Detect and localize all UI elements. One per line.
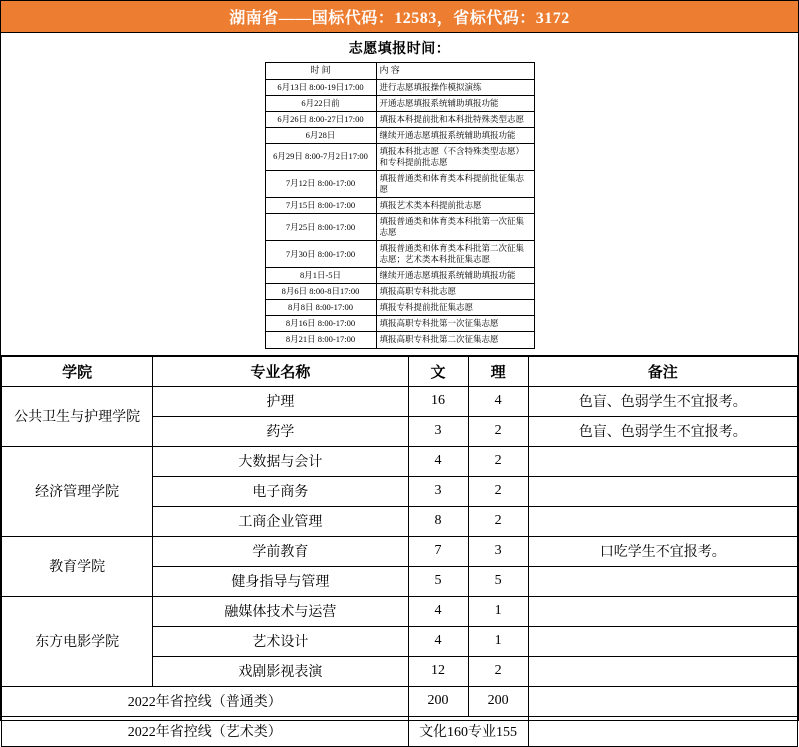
major-plan-body bbox=[2, 386, 798, 746]
banner-title: 湖南省——国标代码：12583，省标代码：3172 bbox=[229, 10, 570, 27]
header-li: 理 bbox=[468, 356, 528, 386]
schedule-time-cell: 6月13日 8:00-19日17:00 bbox=[265, 79, 376, 95]
major-cell: 戏剧影视表演 bbox=[153, 656, 408, 686]
li-count-cell: 1 bbox=[468, 596, 528, 626]
major-cell: 健身指导与管理 bbox=[153, 566, 408, 596]
header-college: 学院 bbox=[2, 356, 153, 386]
college-cell: 东方电影学院 bbox=[2, 596, 153, 686]
header-major: 专业名称 bbox=[153, 356, 408, 386]
wen-count-cell: 8 bbox=[408, 506, 468, 536]
table-header-row bbox=[2, 356, 798, 386]
schedule-content-cell: 填报高职专科批志愿 bbox=[376, 284, 534, 300]
schedule-time-cell: 6月28日 bbox=[265, 127, 376, 143]
schedule-content-cell: 继续开通志愿填报系统辅助填报功能 bbox=[376, 268, 534, 284]
schedule-content-cell: 填报专科提前批征集志愿 bbox=[376, 300, 534, 316]
schedule-content-cell: 填报普通类和体育类本科批第一次征集志愿 bbox=[376, 214, 534, 241]
table-row bbox=[2, 596, 798, 626]
schedule-row bbox=[265, 127, 534, 143]
schedule-content-cell: 填报艺术类本科提前批志愿 bbox=[376, 198, 534, 214]
remark-cell bbox=[528, 626, 797, 656]
remark-cell: 色盲、色弱学生不宜报考。 bbox=[528, 386, 797, 416]
college-cell: 公共卫生与护理学院 bbox=[2, 386, 153, 446]
schedule-section bbox=[1, 33, 798, 356]
li-count-cell: 2 bbox=[468, 416, 528, 446]
major-plan-table bbox=[1, 356, 798, 747]
schedule-header-row bbox=[265, 63, 534, 80]
schedule-row bbox=[265, 214, 534, 241]
schedule-row bbox=[265, 316, 534, 332]
schedule-content-cell: 填报普通类和体育类本科批第二次征集志愿；艺术类本科批征集志愿 bbox=[376, 241, 534, 268]
wen-count-cell: 4 bbox=[408, 626, 468, 656]
schedule-row bbox=[265, 95, 534, 111]
schedule-time-cell: 7月30日 8:00-17:00 bbox=[265, 241, 376, 268]
schedule-time-cell: 8月8日 8:00-17:00 bbox=[265, 300, 376, 316]
schedule-row bbox=[265, 198, 534, 214]
schedule-row bbox=[265, 241, 534, 268]
remark-cell bbox=[528, 656, 797, 686]
remark-cell bbox=[528, 446, 797, 476]
schedule-time-cell: 7月15日 8:00-17:00 bbox=[265, 198, 376, 214]
major-cell: 大数据与会计 bbox=[153, 446, 408, 476]
wen-count-cell: 7 bbox=[408, 536, 468, 566]
schedule-table bbox=[265, 62, 535, 349]
schedule-content-cell: 填报本科批志愿（不含特殊类型志愿）和专科提前批志愿 bbox=[376, 143, 534, 170]
province-banner bbox=[1, 1, 798, 33]
li-count-cell: 3 bbox=[468, 536, 528, 566]
schedule-time-cell: 6月29日 8:00-7月2日17:00 bbox=[265, 143, 376, 170]
schedule-body bbox=[265, 79, 534, 348]
li-count-cell: 4 bbox=[468, 386, 528, 416]
schedule-table-wrap bbox=[1, 62, 798, 349]
score-line-remark bbox=[528, 686, 797, 716]
major-cell: 电子商务 bbox=[153, 476, 408, 506]
schedule-header-content: 内 容 bbox=[376, 63, 534, 80]
remark-cell: 口吃学生不宜报考。 bbox=[528, 536, 797, 566]
schedule-row bbox=[265, 111, 534, 127]
schedule-content-cell: 填报本科提前批和本科批特殊类型志愿 bbox=[376, 111, 534, 127]
college-cell: 教育学院 bbox=[2, 536, 153, 596]
score-line-li: 200 bbox=[468, 686, 528, 716]
schedule-time-cell: 7月25日 8:00-17:00 bbox=[265, 214, 376, 241]
schedule-time-cell: 8月6日 8:00-8日17:00 bbox=[265, 284, 376, 300]
major-cell: 工商企业管理 bbox=[153, 506, 408, 536]
schedule-time-cell: 8月16日 8:00-17:00 bbox=[265, 316, 376, 332]
schedule-time-cell: 8月21日 8:00-17:00 bbox=[265, 332, 376, 348]
remark-cell bbox=[528, 596, 797, 626]
schedule-time-cell: 6月26日 8:00-27日17:00 bbox=[265, 111, 376, 127]
score-line-wen: 200 bbox=[408, 686, 468, 716]
schedule-row bbox=[265, 300, 534, 316]
li-count-cell: 2 bbox=[468, 656, 528, 686]
score-line-merged-value: 文化160专业155 bbox=[408, 716, 528, 746]
schedule-content-cell: 填报普通类和体育类本科提前批征集志愿 bbox=[376, 170, 534, 197]
score-line-label: 2022年省控线（普通类） bbox=[2, 686, 409, 716]
schedule-time-cell: 8月1日-5日 bbox=[265, 268, 376, 284]
remark-cell bbox=[528, 506, 797, 536]
remark-cell: 色盲、色弱学生不宜报考。 bbox=[528, 416, 797, 446]
wen-count-cell: 4 bbox=[408, 446, 468, 476]
schedule-time-cell: 7月12日 8:00-17:00 bbox=[265, 170, 376, 197]
major-cell: 护理 bbox=[153, 386, 408, 416]
schedule-content-cell: 进行志愿填报操作模拟演练 bbox=[376, 79, 534, 95]
table-row bbox=[2, 446, 798, 476]
schedule-row bbox=[265, 332, 534, 348]
schedule-header-time: 时 间 bbox=[265, 63, 376, 80]
table-row bbox=[2, 386, 798, 416]
score-line-label: 2022年省控线（艺术类） bbox=[2, 716, 409, 746]
major-cell: 艺术设计 bbox=[153, 626, 408, 656]
header-wen: 文 bbox=[408, 356, 468, 386]
major-cell: 学前教育 bbox=[153, 536, 408, 566]
wen-count-cell: 4 bbox=[408, 596, 468, 626]
schedule-row bbox=[265, 143, 534, 170]
schedule-content-cell: 继续开通志愿填报系统辅助填报功能 bbox=[376, 127, 534, 143]
wen-count-cell: 3 bbox=[408, 416, 468, 446]
header-remark: 备注 bbox=[528, 356, 797, 386]
score-line-row bbox=[2, 686, 798, 716]
wen-count-cell: 5 bbox=[408, 566, 468, 596]
li-count-cell: 2 bbox=[468, 506, 528, 536]
schedule-content-cell: 填报高职专科批第二次征集志愿 bbox=[376, 332, 534, 348]
schedule-row bbox=[265, 170, 534, 197]
wen-count-cell: 12 bbox=[408, 656, 468, 686]
college-cell: 经济管理学院 bbox=[2, 446, 153, 536]
li-count-cell: 1 bbox=[468, 626, 528, 656]
schedule-title: 志愿填报时间： bbox=[348, 42, 451, 57]
schedule-row bbox=[265, 284, 534, 300]
schedule-row bbox=[265, 268, 534, 284]
wen-count-cell: 16 bbox=[408, 386, 468, 416]
major-cell: 融媒体技术与运营 bbox=[153, 596, 408, 626]
li-count-cell: 2 bbox=[468, 446, 528, 476]
schedule-content-cell: 填报高职专科批第一次征集志愿 bbox=[376, 316, 534, 332]
wen-count-cell: 3 bbox=[408, 476, 468, 506]
schedule-row bbox=[265, 79, 534, 95]
li-count-cell: 2 bbox=[468, 476, 528, 506]
remark-cell bbox=[528, 566, 797, 596]
schedule-time-cell: 6月22日前 bbox=[265, 95, 376, 111]
li-count-cell: 5 bbox=[468, 566, 528, 596]
remark-cell bbox=[528, 476, 797, 506]
major-cell: 药学 bbox=[153, 416, 408, 446]
schedule-content-cell: 开通志愿填报系统辅助填报功能 bbox=[376, 95, 534, 111]
table-row bbox=[2, 536, 798, 566]
